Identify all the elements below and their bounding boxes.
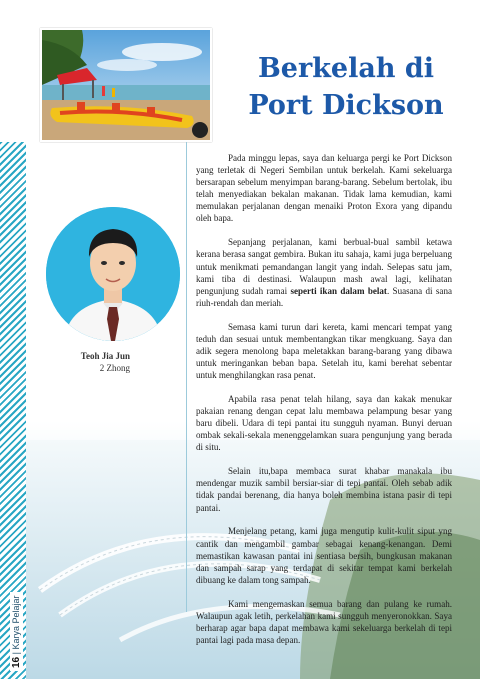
article-body [196, 152, 452, 658]
author-portrait [46, 207, 180, 341]
paragraph-1: Pada minggu lepas, saya dan keluarga pergi ke Port Dickson yang terletak di Negeri Sembilan untuk berkelah. Kami sekeluarga bersarapan sebelum menyimpan barang-barang. Sebelum bertolak, ibu telah menyediakan bekalan makanan. Tidak lama kemudian, kami memulakan perjalanan dengan menaiki Proton Exora yang dipandu oleh bapa. [196, 153, 452, 224]
section-label: Karya Pelajar [11, 595, 21, 650]
paragraph-3: Semasa kami turun dari kereta, kami mencari tempat yang teduh dan sesuai untuk membentangkan tikar mengkuang. Saya dan adik segera menolong bapa meletakkan barang-barang yang dibawa untuk meringankan beban bapa. Setelah itu, kami berehat sebentar untuk menghilangkan rasa penat. [196, 321, 452, 381]
page-footer-label [10, 581, 26, 671]
paragraph-7: Kami mengemaskan semua barang dan pulang ke rumah. Walaupun agak letih, perkelahan kami sungguh menyeronokkan. Saya berharap agar bapa dapat membawa kami sekeluarga berkelah di tepi pantai lagi pada masa depan. [196, 598, 452, 645]
paragraph-2-idiom: seperti ikan dalam belat [290, 285, 387, 296]
beach-photo [40, 28, 212, 142]
title-line-1: Berkelah di [257, 53, 435, 84]
paragraph-5: Selain itu,bapa membaca surat khabar manakala ibu mendengar muzik sambil bersiar-siar di tepi pantai. Oleh sebab adik tidak pandai berenang, dia hanya boleh membina istana pasir di tepi pantai. [196, 466, 452, 513]
article-title [236, 50, 456, 124]
page-number: 16 [11, 656, 22, 668]
title-line-2: Port Dickson [248, 90, 444, 121]
paragraph-2-end: . Suasana di sana riuh-rendah dan meriah. [196, 285, 452, 308]
label-divider: | [11, 652, 21, 655]
paragraph-4: Apabila rasa penat telah hilang, saya dan kakak menukar pakaian renang dengan cepat lalu membawa pelampung besar yang baru dibeli. Udara di tepi pantai itu sungguh nyaman. Bunyi deruan ombak sekali-sekala menenggelamkan suara pengunjung yang berada di situ. [196, 393, 452, 453]
paragraph-6: Menjelang petang, kami juga mengutip kulit-kulit siput yng cantik dan mengambil gambar sebagai kenang-kenangan. Demi memastikan kawasan pantai ini sentiasa bersih, bungkusan makanan dan sampah sarap yang terdapat di sekitar tempat kami berkelah dibuang ke dalam tong sampah. [196, 526, 452, 585]
author-name: Teoh Jia Jun [80, 351, 130, 361]
paragraph-2-text: Sepanjang perjalanan, kami berbual-bual sambil ketawa kerana berasa sangat gembira. Bukan itu sahaja, kami juga berpeluang untuk menikmati pemandangan langit yang indah. Selepas satu jam, kami tiba di destinasi. Walaupun mash awal lagi, kelihatan pengunjung sudah ramai [196, 237, 452, 296]
column-divider [186, 142, 187, 612]
author-class: 2 Zhong [99, 363, 130, 373]
paragraph-2 [196, 236, 452, 309]
